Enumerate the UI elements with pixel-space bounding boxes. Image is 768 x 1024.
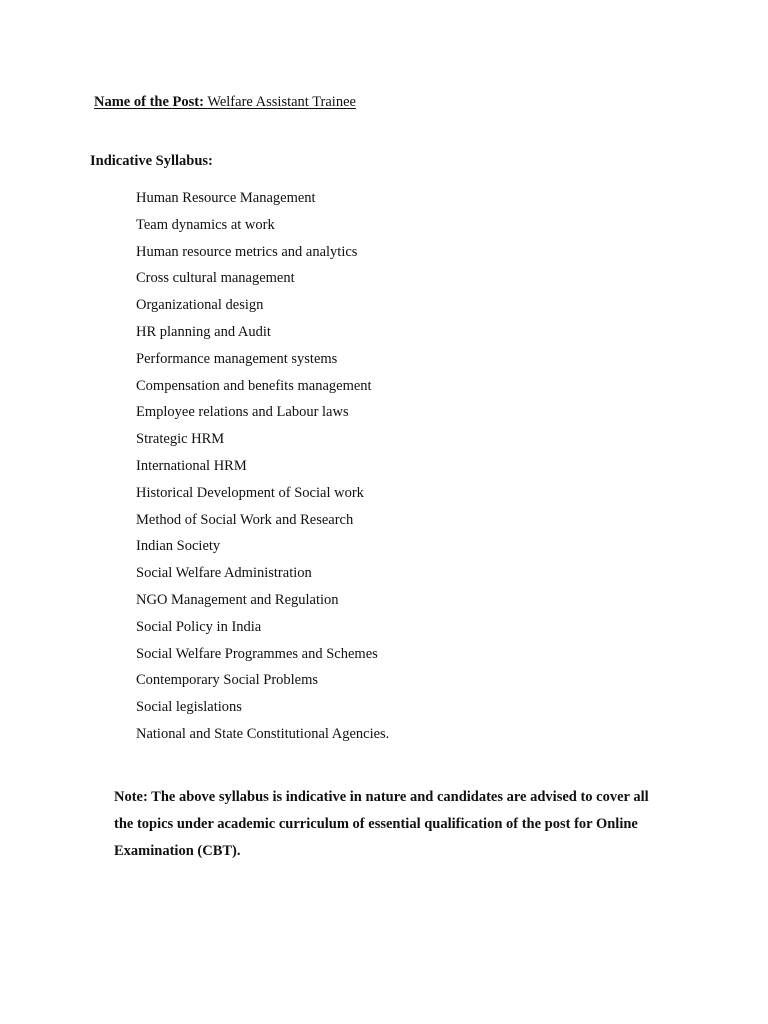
- syllabus-topic: NGO Management and Regulation: [136, 591, 339, 608]
- post-title: [94, 93, 356, 111]
- syllabus-topic: Historical Development of Social work: [136, 484, 364, 501]
- syllabus-topic: National and State Constitutional Agencies.: [136, 725, 390, 742]
- syllabus-topic: Human Resource Management: [136, 190, 316, 206]
- syllabus-topic: International HRM: [136, 457, 247, 474]
- syllabus-topic: Method of Social Work and Research: [136, 511, 354, 528]
- note-line: Note: The above syllabus is indicative in nature and candidates are advised to cover all: [114, 789, 649, 805]
- note-line: Examination (CBT).: [114, 843, 241, 859]
- syllabus-topic: Strategic HRM: [136, 431, 225, 448]
- syllabus-topic: Indian Society: [136, 538, 221, 555]
- syllabus-topic: Human resource metrics and analytics: [136, 243, 358, 260]
- post-title-label: Name of the Post:: [94, 94, 204, 110]
- syllabus-topic: Employee relations and Labour laws: [136, 404, 349, 421]
- syllabus-topic: Social Policy in India: [136, 618, 262, 635]
- syllabus-topic: Organizational design: [136, 297, 264, 314]
- syllabus-topic: Social legislations: [136, 699, 242, 716]
- post-title-value: Welfare Assistant Trainee: [207, 94, 356, 110]
- syllabus-topic: Social Welfare Administration: [136, 565, 312, 582]
- syllabus-topic: Compensation and benefits management: [136, 377, 372, 394]
- syllabus-topic: Team dynamics at work: [136, 216, 275, 233]
- syllabus-topic: Performance management systems: [136, 350, 338, 367]
- syllabus-topic: Contemporary Social Problems: [136, 672, 319, 689]
- note-paragraph: [114, 784, 714, 865]
- note-line: the topics under academic curriculum of essential qualification of the post for Online: [114, 816, 638, 832]
- syllabus-topic-list: [136, 185, 389, 748]
- syllabus-topic: Cross cultural management: [136, 270, 295, 287]
- syllabus-heading: Indicative Syllabus:: [90, 153, 213, 169]
- syllabus-topic: Social Welfare Programmes and Schemes: [136, 645, 378, 662]
- syllabus-topic: HR planning and Audit: [136, 323, 271, 340]
